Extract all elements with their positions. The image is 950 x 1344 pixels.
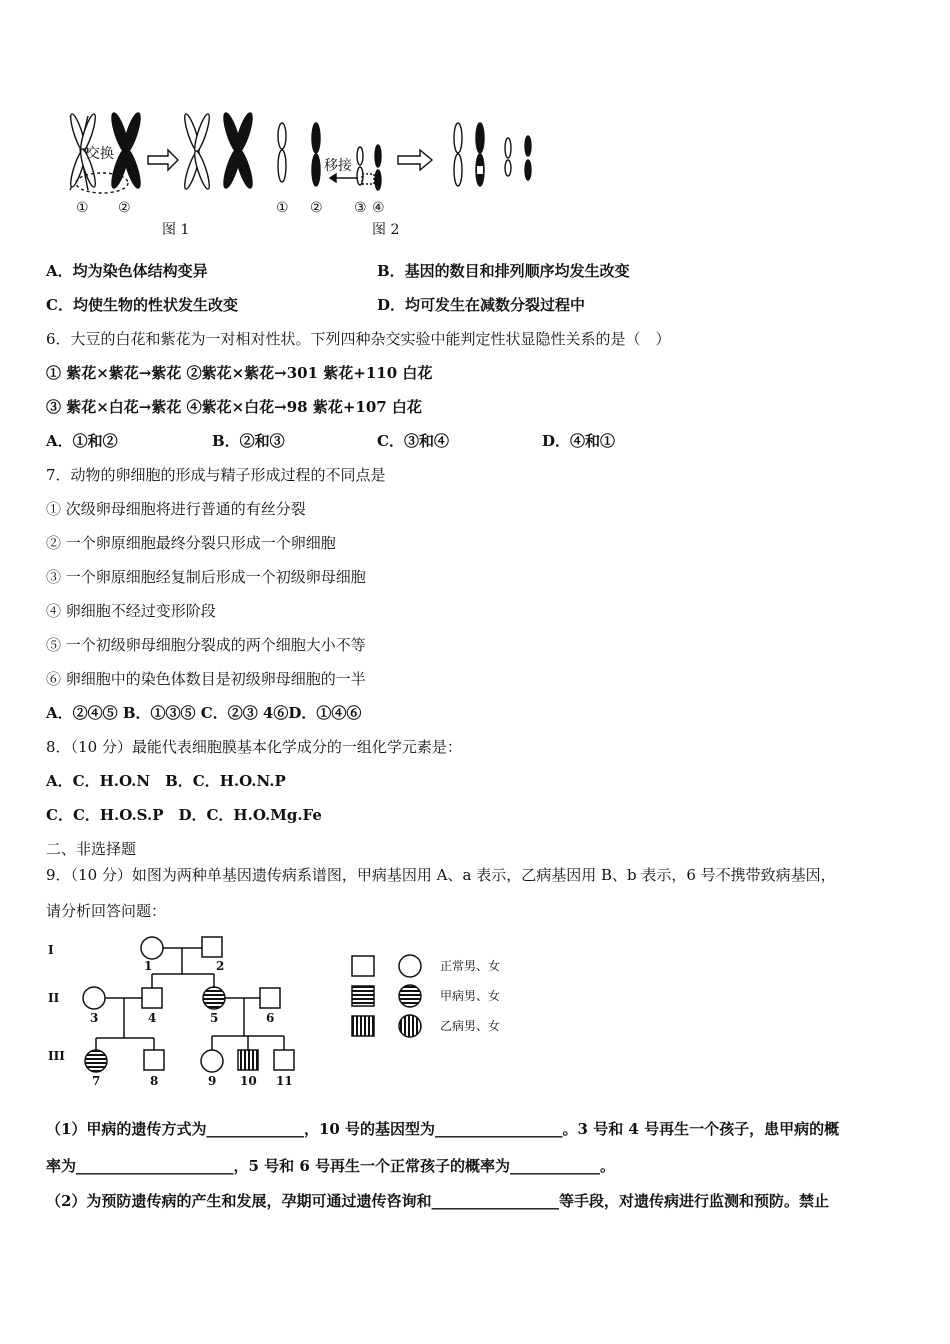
fig2-num-2: ② [310, 200, 323, 216]
legend-disease-b: 乙病男、女 [440, 1019, 501, 1033]
fig1-caption: 图 1 [162, 222, 190, 236]
gen-label-2: II [48, 991, 60, 1005]
q7-item-2: ② 一个卵原细胞最终分裂只形成一个卵细胞 [46, 534, 336, 552]
q6-option-c: C．③和④ [377, 432, 449, 450]
q7-stem: 7．动物的卵细胞的形成与精子形成过程的不同点是 [46, 466, 386, 484]
q7-item-3: ③ 一个卵原细胞经复制后形成一个初级卵母细胞 [46, 568, 366, 586]
q9-part1-line2: 率为_____________________，5 号和 6 号再生一个正常孩子的概率为____________。 [46, 1157, 616, 1175]
q8-line-1: A．C．H.O.N B．C．H.O.N.P [46, 772, 286, 790]
q6-option-a: A．①和② [46, 432, 118, 450]
q5-option-d: D．均可发生在减数分裂过程中 [377, 296, 586, 314]
fig2-num-1: ① [276, 200, 289, 216]
q8-stem: 8．（10 分）最能代表细胞膜基本化学成分的一组化学元素是： [46, 738, 462, 756]
q7-item-5: ⑤ 一个初级卵母细胞分裂成的两个细胞大小不等 [46, 636, 366, 654]
chromosome-figure [60, 108, 550, 236]
fig2-num-4: ④ [372, 200, 385, 216]
id-3: 3 [90, 1011, 99, 1025]
fig2-num-3: ③ [354, 200, 367, 216]
q9-stem-1: 9．（10 分）如图为两种单基因遗传病系谱图，甲病基因用 A、a 表示，乙病基因用 B、b 表示，6 号不携带致病基因， [46, 866, 836, 884]
q6-line-1: ① 紫花×紫花→紫花 ②紫花×紫花→301 紫花+110 白花 [46, 364, 433, 382]
q8-line-2: C．C．H.O.S.P D．C．H.O.Mg.Fe [46, 806, 322, 824]
q6-option-d: D．④和① [542, 432, 616, 450]
q5-option-c: C．均使生物的性状发生改变 [46, 296, 238, 314]
gen-label-1: I [48, 943, 54, 957]
q6-line-2: ③ 紫花×白花→紫花 ④紫花×白花→98 紫花+107 白花 [46, 398, 422, 416]
q7-options: A．②④⑤ B．①③⑤ C．②③ 4⑥D．①④⑥ [46, 704, 362, 722]
id-11: 11 [276, 1074, 293, 1088]
id-6: 6 [266, 1011, 275, 1025]
fig1-num-2: ② [118, 200, 131, 216]
q6-option-b: B．②和③ [212, 432, 285, 450]
fig2-caption: 图 2 [372, 222, 400, 236]
id-4: 4 [148, 1011, 157, 1025]
gen-label-3: III [48, 1049, 65, 1063]
q5-option-b: B．基因的数目和排列顺序均发生改变 [377, 262, 630, 280]
pedigree-chart [44, 930, 514, 1090]
id-7: 7 [92, 1074, 101, 1088]
section-heading: 二、非选择题 [46, 840, 137, 858]
q7-item-6: ⑥ 卵细胞中的染色体数目是初级卵母细胞的一半 [46, 670, 366, 688]
q9-part2-line1: （2）为预防遗传病的产生和发展，孕期可通过遗传咨询和_________________等手段，对遗传病进行监测和预防。禁止 [46, 1192, 829, 1210]
q7-item-1: ① 次级卵母细胞将进行普通的有丝分裂 [46, 500, 306, 518]
legend-disease-a: 甲病男、女 [440, 989, 501, 1003]
id-10: 10 [240, 1074, 257, 1088]
q5-option-a: A．均为染色体结构变异 [46, 262, 208, 280]
q9-part1-line1: （1）甲病的遗传方式为_____________，10 号的基因型为_________________。3 号和 4 号再生一个孩子，患甲病的概 [46, 1120, 840, 1138]
id-8: 8 [150, 1074, 159, 1088]
move-label: 移接 [324, 158, 352, 174]
q9-stem-2: 请分析回答问题： [46, 902, 167, 920]
fig1-num-1: ① [76, 200, 89, 216]
id-1: 1 [144, 959, 153, 973]
q6-stem: 6．大豆的白花和紫花为一对相对性状。下列四种杂交实验中能判定性状显隐性关系的是（ ） [46, 330, 671, 348]
swap-label: 交换 [86, 146, 114, 162]
id-5: 5 [210, 1011, 219, 1025]
id-9: 9 [208, 1074, 217, 1088]
legend-normal: 正常男、女 [440, 959, 501, 973]
id-2: 2 [216, 959, 225, 973]
q7-item-4: ④ 卵细胞不经过变形阶段 [46, 602, 216, 620]
